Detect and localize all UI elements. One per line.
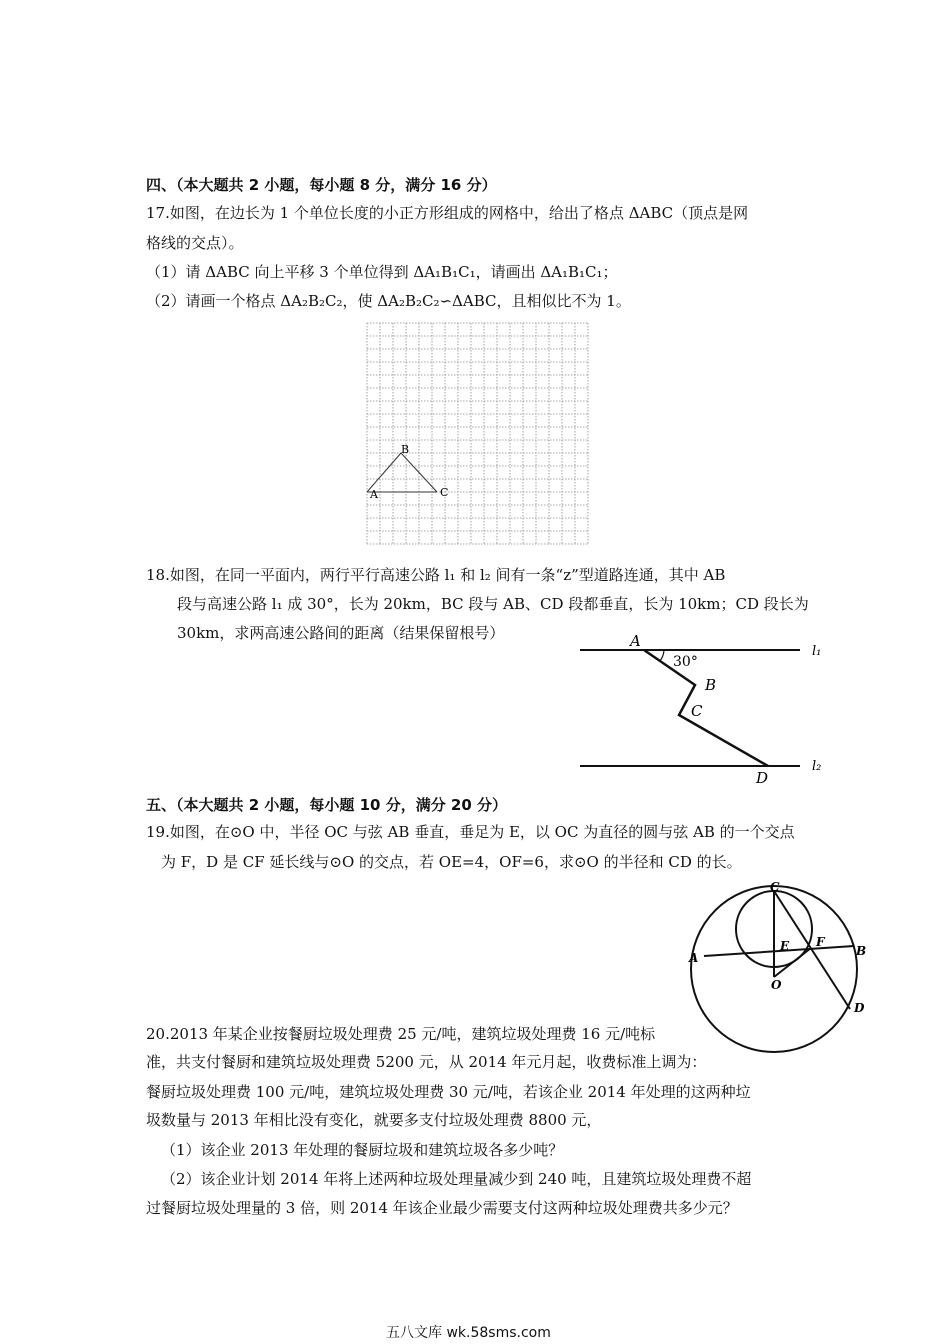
q19-label-f: F [816, 935, 825, 949]
q18-line-3: 30km，求两高速公路间的距离（结果保留根号） [177, 624, 505, 642]
q18-label-a: A [630, 632, 641, 650]
q19-label-b: B [856, 944, 867, 958]
q20-part-2-line-1: （2）该企业计划 2014 年将上述两种垃圾处理量减少到 240 吨，且建筑垃圾处理费不超 [161, 1170, 752, 1188]
section-4-heading: 四、（本大题共 2 小题，每小题 8 分，满分 16 分） [146, 176, 497, 194]
q17-label-a: A [370, 488, 378, 501]
q17-part-2: （2）请画一个格点 ΔA₂B₂C₂，使 ΔA₂B₂C₂∽ΔABC，且相似比不为 1。 [146, 292, 631, 310]
q19-line-2: 为 F，D 是 CF 延长线与⊙O 的交点，若 OE=4，OF=6，求⊙O 的半径和 CD 的长。 [161, 853, 742, 871]
q17-label-c: C [440, 486, 449, 499]
q17-edge-ab [367, 453, 401, 492]
q18-z-road [644, 650, 768, 766]
q19-label-c: C [770, 880, 780, 894]
q17-grid-figure [360, 316, 596, 556]
q19-label-a: A [689, 951, 699, 965]
q19-circle-figure [684, 880, 870, 1060]
q18-road-figure [578, 630, 828, 790]
q18-label-l2: l₂ [812, 759, 822, 774]
q20-line-4: 圾数量与 2013 年相比没有变化，就要多支付垃圾处理费 8800 元， [146, 1111, 602, 1129]
q20-part-2-line-2: 过餐厨垃圾处理量的 3 倍，则 2014 年该企业最少需要支付这两种垃圾处理费共多少元？ [146, 1199, 738, 1217]
q20-line-3: 餐厨垃圾处理费 100 元/吨，建筑垃圾处理费 30 元/吨，若该企业 2014 年处理的这两种垃 [146, 1083, 751, 1101]
q19-chord-ab [704, 946, 854, 956]
q18-angle-label: 30° [673, 654, 698, 670]
q17-label-b: B [401, 443, 410, 456]
q18-angle-arc [660, 650, 664, 661]
q18-label-d: D [756, 769, 769, 787]
q17-line-2: 格线的交点）。 [146, 234, 244, 252]
q18-label-b: B [705, 676, 717, 694]
q19-label-d: D [854, 1001, 865, 1015]
q20-line-2: 准，共支付餐厨和建筑垃圾处理费 5200 元，从 2014 年元月起，收费标准上调为： [146, 1053, 707, 1071]
q20-part-1: （1）该企业 2013 年处理的餐厨垃圾和建筑垃圾各多少吨？ [161, 1141, 564, 1159]
q19-label-o: O [771, 978, 782, 992]
q19-line-1: 19.如图，在⊙O 中，半径 OC 与弦 AB 垂直，垂足为 E，以 OC 为直径的圆与弦 AB 的一个交点 [146, 823, 795, 841]
q20-line-1: 20.2013 年某企业按餐厨垃圾处理费 25 元/吨，建筑垃圾处理费 16 元/吨标 [146, 1025, 656, 1043]
q18-label-l1: l₁ [812, 644, 822, 659]
q17-line-1: 17.如图，在边长为 1 个单位长度的小正方形组成的网格中，给出了格点 ΔABC（顶点是网 [146, 204, 749, 222]
q18-label-c: C [691, 702, 703, 720]
q18-line-1: 18.如图，在同一平面内，两行平行高速公路 l₁ 和 l₂ 间有一条“z”型道路连通，其中 AB [146, 566, 726, 584]
q19-label-e: E [780, 939, 790, 953]
q18-line-2: 段与高速公路 l₁ 成 30°，长为 20km，BC 段与 AB、CD 段都垂直，长为 10km；CD 段长为 [177, 595, 809, 613]
footer-watermark: 五八文库 wk.58sms.com [386, 1325, 551, 1341]
q17-part-1: （1）请 ΔABC 向上平移 3 个单位得到 ΔA₁B₁C₁，请画出 ΔA₁B₁C₁； [146, 263, 618, 281]
section-5-heading: 五、（本大题共 2 小题，每小题 10 分，满分 20 分） [146, 796, 508, 814]
